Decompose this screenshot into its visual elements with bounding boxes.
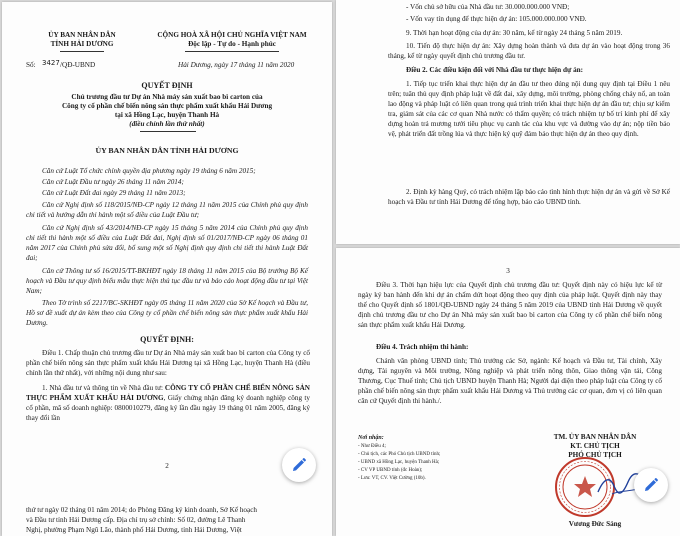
sign-line-1: TM. ỦY BAN NHÂN DÂN (553, 433, 637, 441)
issuer-heading: ỦY BAN NHÂN DÂN TỈNH HẢI DƯƠNG (95, 146, 239, 155)
loan-line: - Vốn vay tín dụng để thực hiện dự án: 105.000.000.000 VNĐ. (406, 15, 587, 23)
basis-4: Căn cứ Nghị định số 118/2015/NĐ-CP ngày 12 tháng 11 năm 2015 của Chính phủ quy định chi tiết và hướng dẫn thi hành một số điều của Luật Đầu tư; (26, 201, 308, 219)
document-page-3 (336, 248, 680, 536)
condition-1: 1. Tiếp tục triển khai thực hiện dự án đầu tư theo đúng nội dung quy định tại Điều 1 nêu trên; tuân thủ quy định pháp luật về đất đai, xây dựng, môi trường, phòng chống cháy nổ, an toàn lao động và pháp luật có liên quan trong quá trình triển khai thực hiện dự án đầu tư; chịu sự kiểm tra, giám sát của các cơ quan Nhà nước có thẩm quyền; có trách nhiệm tự bố trí kinh phí để xây dựng hoàn trả mương tưới tiêu phục vụ canh tác của khu vực và đường vào dự án; nộp tiền bảo vệ, phát triển đất trồng lúa và thực hiện ký quỹ đảm bảo thực hiện dự án theo quy định. (388, 80, 670, 138)
decision-title: QUYẾT ĐỊNH (141, 81, 193, 90)
agency-name-line1: ỦY BAN NHÂN DÂN (48, 31, 116, 39)
basis-1: Căn cứ Luật Tổ chức chính quyền địa phương ngày 19 tháng 6 năm 2015; (42, 167, 256, 175)
national-title: CỘNG HOÀ XÃ HỘI CHỦ NGHĨA VIỆT NAM (157, 31, 307, 39)
subject-underline (140, 131, 196, 132)
page-number-2: 2 (165, 462, 169, 470)
agency-name-line2: TỈNH HẢI DƯƠNG (50, 40, 114, 48)
continuation-line-1: thứ tư ngày 02 tháng 01 năm 2014; do Phòng Đăng ký kinh doanh, Sở Kế hoạch (26, 506, 257, 514)
national-motto: Độc lập - Tự do - Hạnh phúc (188, 40, 276, 48)
item-1 (26, 384, 310, 424)
doc-number-label: Số: (26, 61, 36, 69)
basis-5: Căn cứ Nghị định số 43/2014/NĐ-CP ngày 15 tháng 5 năm 2014 của Chính phủ quy định chi tiết thi hành một số điều của Luật Đất đai, Nghị định số 01/2017/NĐ-CP ngày 06 tháng 01 năm 2017 của Chính phủ sửa đổi, bổ sung một số Nghị định quy định chi tiết thi hành Luật Đất đai; (26, 224, 308, 262)
item-1-prefix: 1. Nhà đầu tư và thông tin về Nhà đầu tư: (42, 384, 165, 392)
article-2-text: Điều 2. Các điều kiện đối với Nhà đầu tư thực hiện dự án: (406, 66, 584, 74)
recipients-title: Nơi nhận: (358, 435, 384, 441)
continuation-line-3: Nghị, phường Phạm Ngũ Lão, thành phố Hải Dương, tỉnh Hải Dương, Việt (26, 526, 242, 534)
condition-2: 2. Định kỳ hàng Quý, có trách nhiệm lập báo cáo tình hình thực hiện dự án và gửi về Sở Kế hoạch và Đầu tư tỉnh Hải Dương để tổng hợp, báo cáo UBND tỉnh. (388, 188, 670, 206)
issue-date: Hải Dương, ngày 17 tháng 11 năm 2020 (178, 61, 295, 69)
sign-line-3: PHÓ CHỦ TỊCH (568, 451, 622, 459)
article-4-body: Chánh văn phòng UBND tỉnh; Thủ trưởng các Sở, ngành: Kế hoạch và Đầu tư, Tài chính, Xây dựng, Tài nguyên và Môi trường, Nông nghiệp và phát triển nông thôn, Giao thông vận tải, Công Thương, Cục Thuế tỉnh; Chủ tịch UBND huyện Thanh Hà; Người đại diện theo pháp luật của Công ty cổ phần chế biến nông sản thực phẩm xuất khẩu Hải Dương và Thủ trưởng các cơ quan, đơn vị có liên quan căn cứ Quyết định thi hành./. (358, 357, 662, 405)
article-3: Điều 3. Thời hạn hiệu lực của Quyết định chủ trương đầu tư: Quyết định này có hiệu lực kể từ ngày ký ban hành đến khi dự án chấm dứt hoạt động theo quy định của pháp luật. Quyết định này thay thế cho Quyết định số 1801/QĐ-UBND ngày 24 tháng 5 năm 2019 của UBND tỉnh Hải Dương về quyết định chủ trương đầu tư cho Dự án Nhà máy sản xuất bao bì carton của Công ty cổ phần chế biến nông sản thực phẩm xuất khẩu Hải Dương. (358, 281, 662, 329)
basis-7: Theo Tờ trình số 2217/BC-SKHĐT ngày 05 tháng 11 năm 2020 của Sở Kế hoạch và Đầu tư, Hồ sơ đề xuất dự án kèm theo của Công ty cổ phần chế biến nông sản thực phẩm xuất khẩu Hải Dương. (26, 299, 308, 327)
recipient-1: - Như Điều 4; (358, 444, 386, 449)
sign-line-2: KT. CHỦ TỊCH (570, 442, 620, 450)
basis-2: Căn cứ Luật Đầu tư ngày 26 tháng 11 năm 2014; (42, 178, 184, 186)
item-1-rest: , Giấy chứng nhận đăng ký doanh nghiệp công ty cổ phần, mã số doanh nghiệp: 0800010279, đăng ký lần đầu ngày 19 tháng 01 năm 2005, đăng ký thay đổi lần (26, 393, 310, 422)
edit-button[interactable] (282, 448, 316, 482)
document-page-2 (336, 0, 680, 244)
recipient-4: - CV VP UBND tỉnh (đc Hoàn); (358, 468, 423, 473)
signer-name: Vương Đức Sáng (568, 520, 622, 528)
document-page-1 (2, 2, 332, 536)
pencil-icon (290, 456, 308, 474)
page-number-3: 3 (506, 267, 510, 275)
agency-underline (60, 51, 104, 52)
basis-6: Căn cứ Thông tư số 16/2015/TT-BKHĐT ngày 18 tháng 11 năm 2015 của Bộ trưởng Bộ Kế hoạch và Đầu tư quy định biểu mẫu thực hiện thủ tục đầu tư và báo cáo hoạt động đầu tư tại Việt Nam; (26, 267, 308, 295)
item-1-company: CÔNG TY CỔ PHẦN CHẾ BIẾN NÔNG SẢN THỰC PHẨM XUẤT KHẨU HẢI DƯƠNG (26, 384, 310, 402)
decision-heading: QUYẾT ĐỊNH: (140, 335, 194, 344)
subject-line-1: Chủ trương đầu tư Dự án Nhà máy sản xuất bao bì carton của (71, 93, 263, 101)
edit-button-2[interactable] (634, 468, 668, 502)
subject-line-2: Công ty cổ phần chế biến nông sản thực phẩm xuất khẩu Hải Dương (61, 102, 273, 110)
recipient-3: - UBND xã Hồng Lạc, huyện Thanh Hà; (358, 460, 440, 465)
recipient-5: - Lưu: VT, CV. Việt Cường (10b). (358, 476, 426, 481)
motto-underline (185, 51, 279, 52)
item-9: 9. Thời hạn hoạt động của dự án: 30 năm, kể từ ngày 24 tháng 5 năm 2019. (406, 29, 623, 37)
basis-3: Căn cứ Luật Đất đai ngày 29 tháng 11 năm 2013; (42, 189, 186, 197)
equity-line: - Vốn chủ sở hữu của Nhà đầu tư: 30.000.000.000 VNĐ; (406, 3, 570, 11)
recipient-2: - Chủ tịch, các Phó Chủ tịch UBND tỉnh; (358, 452, 441, 457)
article-2 (406, 67, 583, 74)
doc-number-suffix: /QĐ-UBND (60, 61, 96, 69)
pencil-icon (642, 476, 660, 494)
continuation-line-2: và Đầu tư tỉnh Hải Dương cấp. Địa chỉ trụ sở chính: Số 02, đường Lê Thanh (26, 516, 246, 524)
subject-line-3: tại xã Hồng Lạc, huyện Thanh Hà (114, 111, 220, 119)
item-10: 10. Tiến độ thực hiện dự án: Xây dựng hoàn thành và đưa dự án vào hoạt động trong 36 tháng, kể từ ngày quyết định chủ trương đầu tư. (388, 42, 670, 60)
article-1: Điều 1. Chấp thuận chủ trương đầu tư Dự án Nhà máy sản xuất bao bì carton của Công ty cổ phần chế biến nông sản thực phẩm xuất khẩu Hải Dương tại xã Hồng Lạc, huyện Thanh Hà (điều chỉnh lần thứ nhất), với những nội dung như sau: (26, 349, 310, 377)
article-4-heading: Điều 4. Trách nhiệm thi hành: (376, 343, 469, 351)
subject-line-4: (điều chỉnh lần thứ nhất) (129, 120, 205, 128)
doc-number-value: 3427 (42, 59, 60, 67)
